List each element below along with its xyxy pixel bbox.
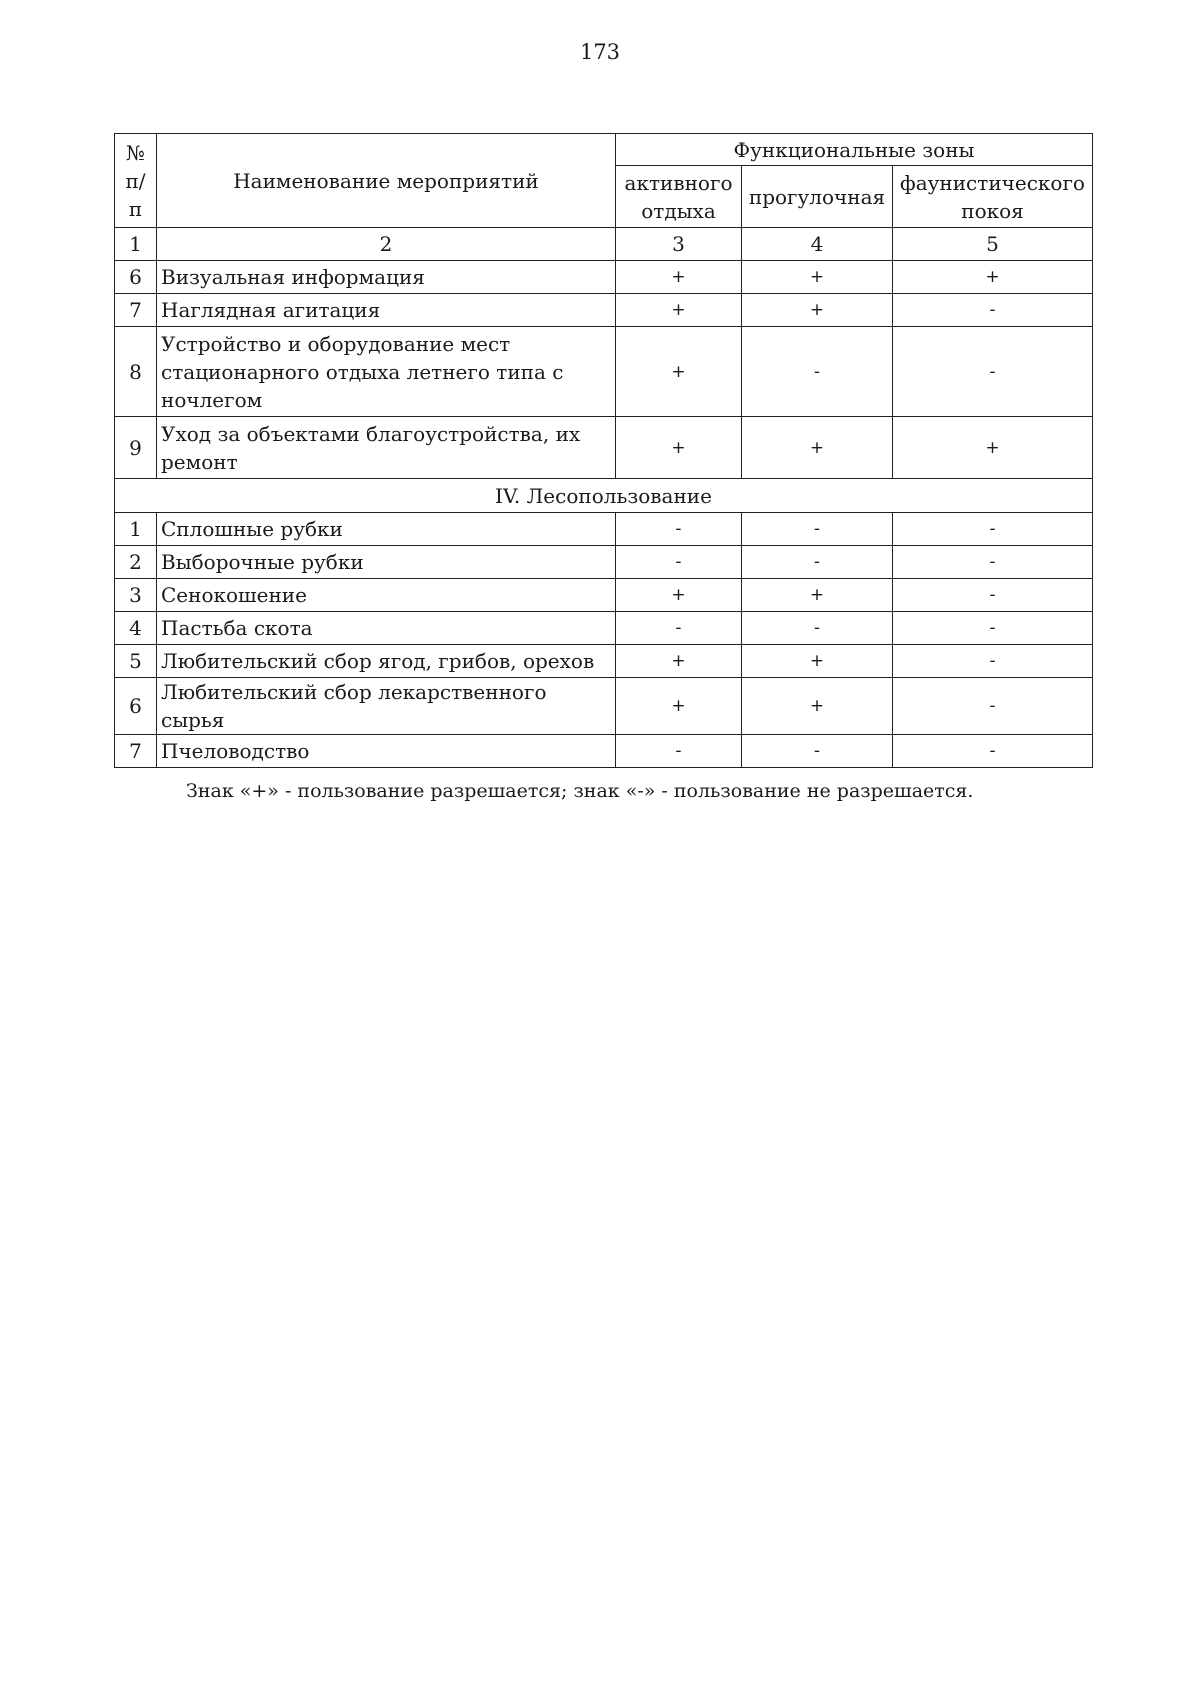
header-name: Наименование мероприятий: [157, 134, 616, 228]
row-num: 5: [115, 645, 157, 678]
row-num: 2: [115, 546, 157, 579]
table-row: [115, 294, 1093, 327]
table-row: [115, 612, 1093, 645]
row-name: Выборочные рубки: [157, 546, 616, 579]
row-name: Сенокошение: [157, 579, 616, 612]
header-zone-active: активного отдыха: [616, 166, 742, 228]
row-mark: +: [742, 678, 893, 735]
row-mark: +: [742, 261, 893, 294]
row-name: Любительский сбор лекарственного сырья: [157, 678, 616, 735]
row-mark: +: [742, 294, 893, 327]
row-mark: -: [893, 735, 1093, 768]
row-num: 8: [115, 327, 157, 417]
functional-zones-table: [114, 133, 1093, 768]
row-mark: +: [893, 417, 1093, 479]
row-name: Пчеловодство: [157, 735, 616, 768]
table-row: [115, 645, 1093, 678]
header-num: № п/п: [115, 134, 157, 228]
col-number: 3: [616, 228, 742, 261]
table-row: [115, 735, 1093, 768]
row-mark: +: [616, 294, 742, 327]
table-row: [115, 327, 1093, 417]
row-mark: -: [616, 735, 742, 768]
section-row: [115, 479, 1093, 513]
row-mark: -: [742, 327, 893, 417]
col-number: 4: [742, 228, 893, 261]
row-mark: -: [893, 513, 1093, 546]
row-name: Визуальная информация: [157, 261, 616, 294]
row-mark: +: [616, 579, 742, 612]
row-mark: +: [893, 261, 1093, 294]
row-mark: -: [742, 513, 893, 546]
row-mark: -: [742, 546, 893, 579]
table-row: [115, 546, 1093, 579]
row-num: 7: [115, 294, 157, 327]
table-row: [115, 579, 1093, 612]
row-mark: -: [893, 579, 1093, 612]
row-mark: +: [616, 678, 742, 735]
row-mark: -: [893, 645, 1093, 678]
row-mark: -: [616, 612, 742, 645]
row-num: 9: [115, 417, 157, 479]
row-mark: -: [893, 546, 1093, 579]
row-mark: -: [893, 294, 1093, 327]
row-num: 3: [115, 579, 157, 612]
row-mark: -: [893, 678, 1093, 735]
table-row: [115, 261, 1093, 294]
row-name: Сплошные рубки: [157, 513, 616, 546]
row-mark: -: [893, 612, 1093, 645]
row-mark: +: [742, 579, 893, 612]
row-name: Любительский сбор ягод, грибов, орехов: [157, 645, 616, 678]
table-row: [115, 513, 1093, 546]
row-name: Уход за объектами благоустройства, их ремонт: [157, 417, 616, 479]
legend-footnote: Знак «+» - пользование разрешается; знак «-» - пользование не разрешается.: [186, 780, 974, 802]
row-name: Наглядная агитация: [157, 294, 616, 327]
row-mark: -: [616, 546, 742, 579]
row-name: Пастьба скота: [157, 612, 616, 645]
row-mark: -: [742, 612, 893, 645]
section-title: IV. Лесопользование: [115, 479, 1093, 513]
row-num: 4: [115, 612, 157, 645]
row-num: 6: [115, 678, 157, 735]
row-name: Устройство и оборудование мест стационарного отдыха летнего типа с ночлегом: [157, 327, 616, 417]
row-mark: +: [616, 417, 742, 479]
row-mark: +: [616, 261, 742, 294]
row-mark: -: [616, 513, 742, 546]
col-number: 2: [157, 228, 616, 261]
row-mark: +: [616, 645, 742, 678]
header-zone-walking: прогулочная: [742, 166, 893, 228]
row-num: 7: [115, 735, 157, 768]
row-mark: +: [742, 645, 893, 678]
table-row: [115, 417, 1093, 479]
row-mark: +: [616, 327, 742, 417]
header-row-col-numbers: [115, 228, 1093, 261]
row-mark: -: [742, 735, 893, 768]
page-number: 173: [579, 40, 621, 64]
row-num: 1: [115, 513, 157, 546]
header-zones-title: Функциональные зоны: [616, 134, 1093, 166]
header-row-top: [115, 134, 1093, 166]
row-mark: -: [893, 327, 1093, 417]
col-number: 5: [893, 228, 1093, 261]
table-row: [115, 678, 1093, 735]
row-num: 6: [115, 261, 157, 294]
row-mark: +: [742, 417, 893, 479]
header-zone-fauna: фаунистического покоя: [893, 166, 1093, 228]
col-number: 1: [115, 228, 157, 261]
